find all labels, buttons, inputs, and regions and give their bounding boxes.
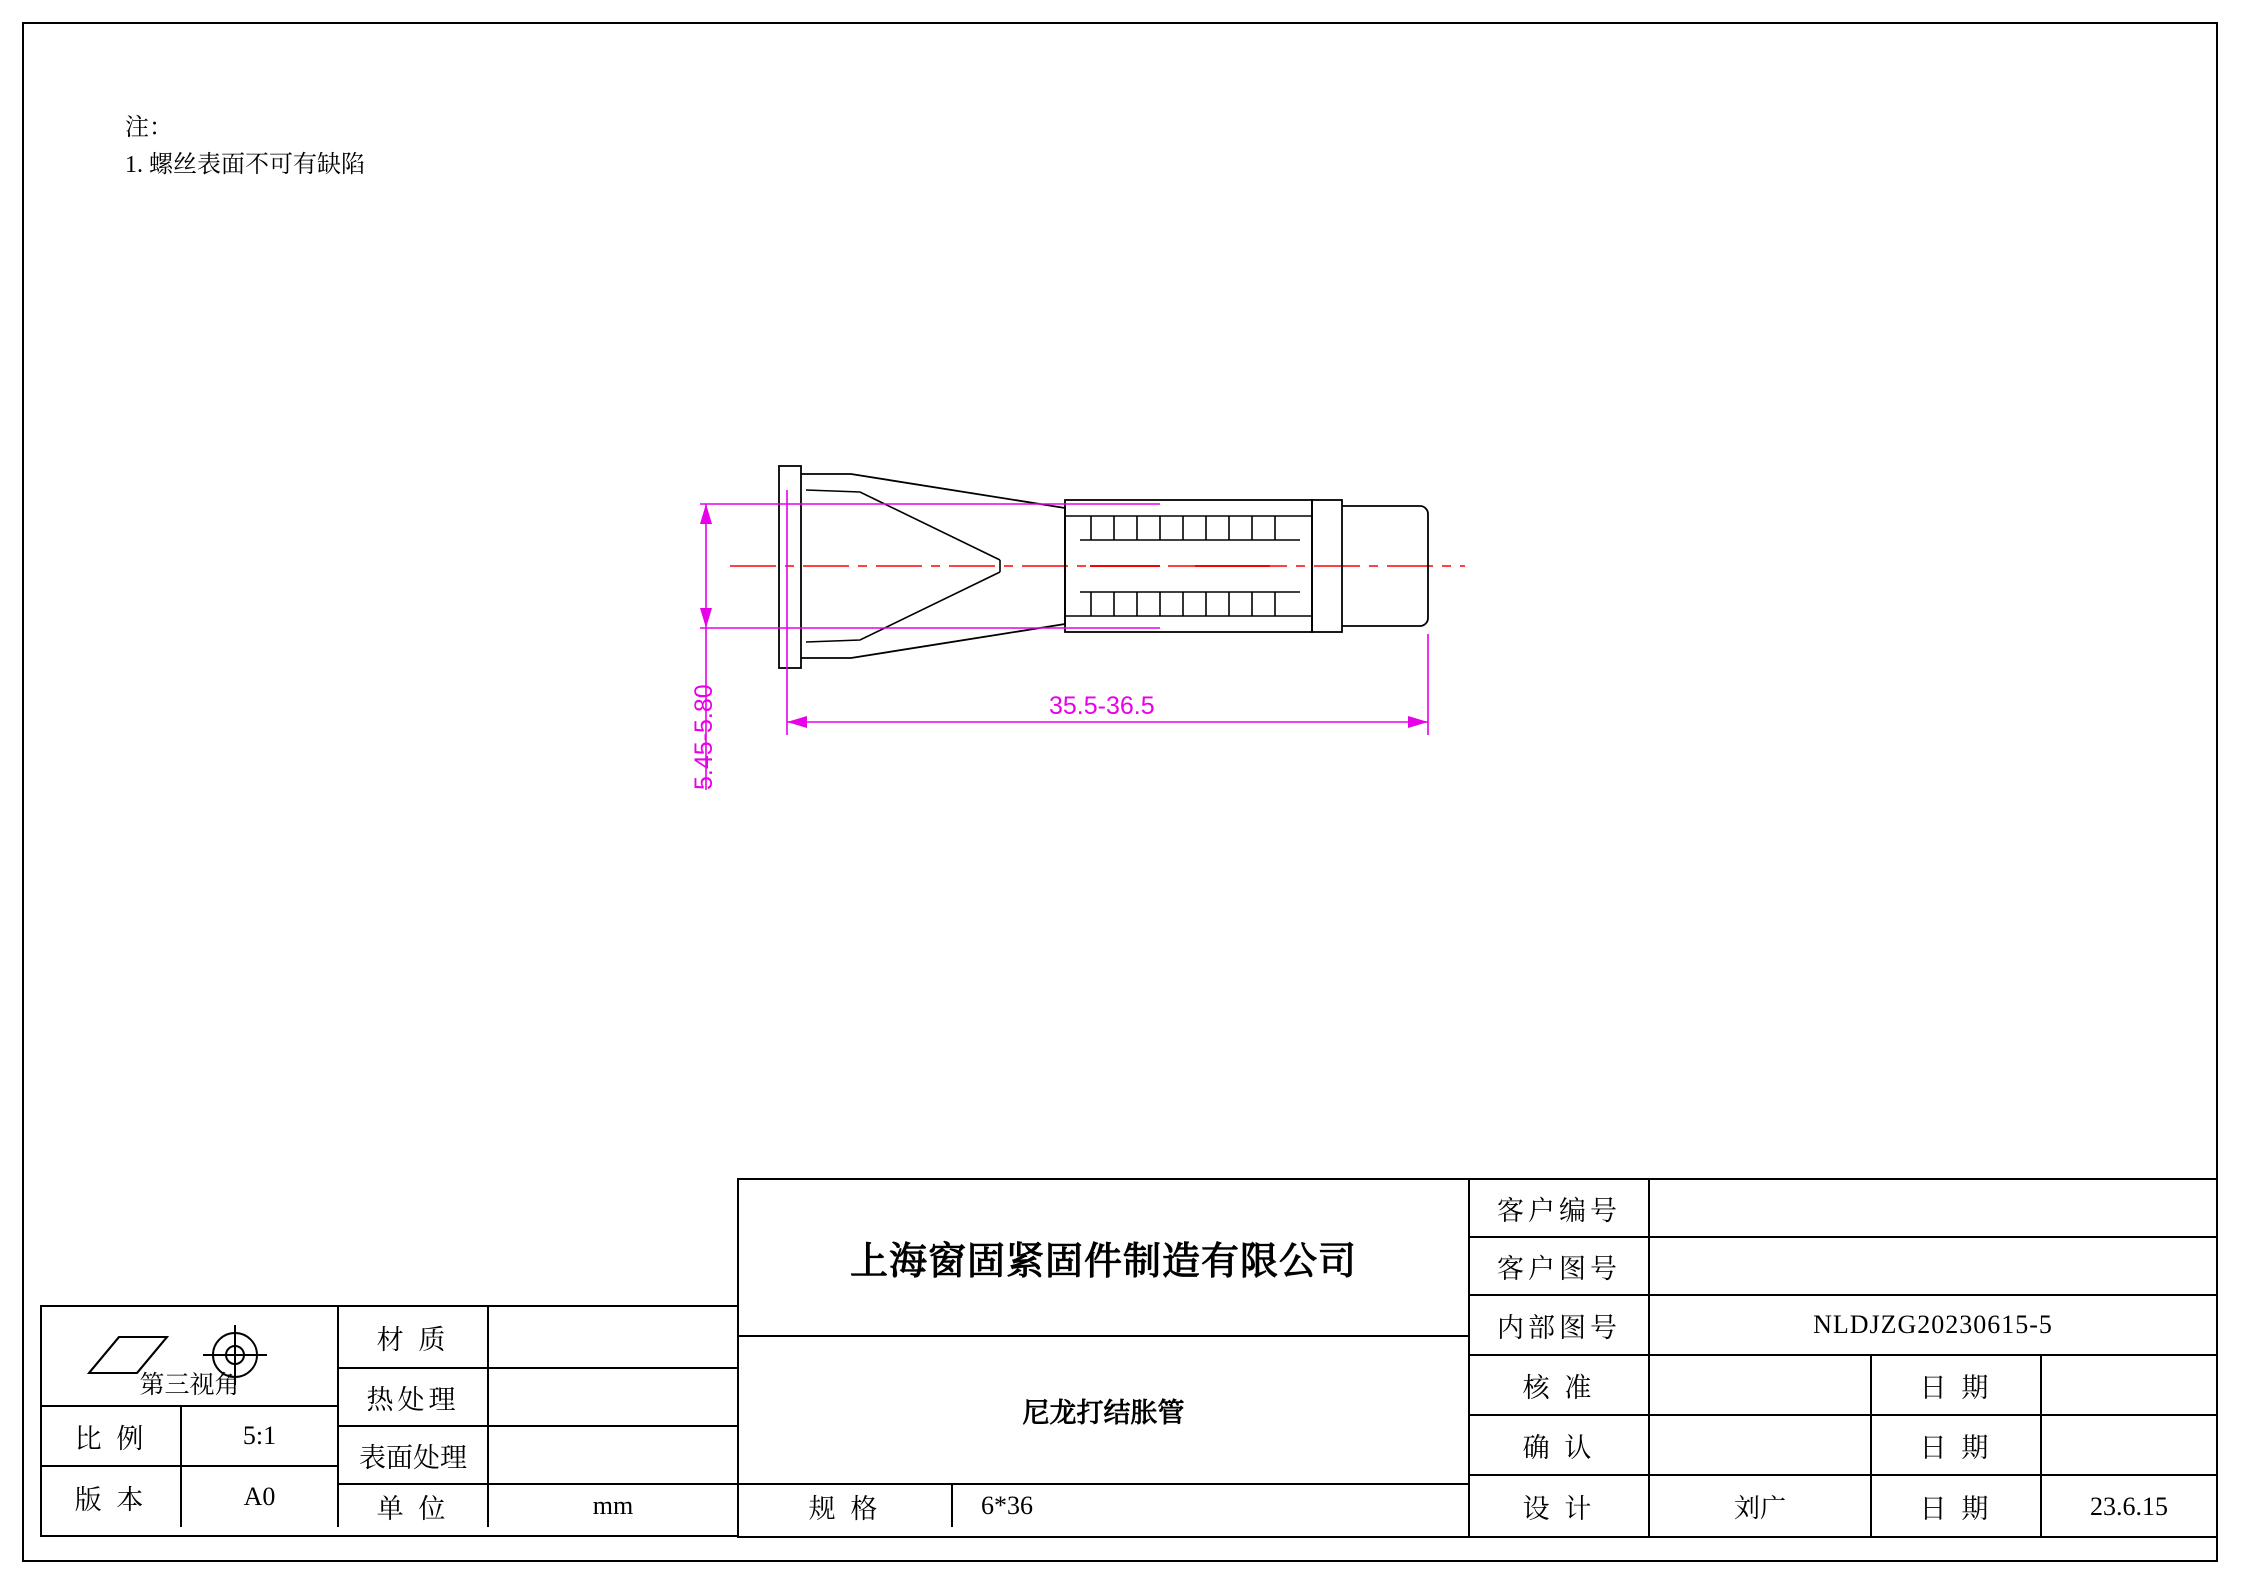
unit-value-cell — [487, 1483, 737, 1527]
approve-date-value-cell — [2040, 1356, 2216, 1416]
customer-no-label-cell — [1468, 1180, 1648, 1238]
unit-label: 单 位 — [376, 1493, 450, 1524]
notes-line-1: 1. 螺丝表面不可有缺陷 — [125, 152, 365, 179]
material-label: 材 质 — [376, 1324, 450, 1355]
design-date-label: 日 期 — [1919, 1494, 1993, 1524]
approve-label-cell — [1468, 1356, 1648, 1416]
material-value-cell — [487, 1307, 737, 1367]
internal-dwg-value-cell — [1648, 1296, 2216, 1356]
spec-label-cell — [739, 1483, 953, 1527]
customer-no-value-cell — [1648, 1180, 2216, 1238]
notes-title: 注： — [125, 115, 173, 141]
unit-label-cell — [337, 1483, 487, 1527]
design-label-cell — [1468, 1476, 1648, 1537]
approve-date-label: 日 期 — [1919, 1372, 1993, 1403]
part-name: 尼龙打结胀管 — [1022, 1397, 1185, 1428]
part-name-cell — [739, 1335, 1468, 1483]
surface-value-cell — [487, 1425, 737, 1483]
spec-value-cell — [953, 1483, 1468, 1527]
approve-label: 核 准 — [1522, 1372, 1596, 1403]
scale-label-cell — [42, 1405, 180, 1465]
design-date-value-cell — [2040, 1476, 2216, 1537]
customer-dwg-value-cell — [1648, 1238, 2216, 1296]
version-value: A0 — [243, 1482, 276, 1511]
scale-value-cell — [180, 1405, 337, 1465]
notes-block — [125, 110, 365, 184]
confirm-value-cell — [1648, 1416, 1870, 1476]
dimension-height-label: 5.45-5.80 — [690, 684, 718, 790]
heat-label-cell — [337, 1367, 487, 1425]
confirm-date-label-cell — [1870, 1416, 2040, 1476]
confirm-label: 确 认 — [1522, 1432, 1596, 1463]
scale-label: 比 例 — [74, 1423, 148, 1454]
design-label: 设 计 — [1522, 1494, 1596, 1524]
internal-dwg-label-cell — [1468, 1296, 1648, 1356]
confirm-date-value-cell — [2040, 1416, 2216, 1476]
approve-value-cell — [1648, 1356, 1870, 1416]
spec-label: 规 格 — [808, 1493, 882, 1524]
customer-dwg-label-cell — [1468, 1238, 1648, 1296]
design-value-cell — [1648, 1476, 1870, 1537]
approve-date-label-cell — [1870, 1356, 2040, 1416]
customer-no-label: 客户编号 — [1497, 1195, 1621, 1226]
surface-treatment-label: 表面处理 — [359, 1442, 467, 1473]
projection-label-text: 第三视角 — [139, 1372, 240, 1399]
customer-dwg-label: 客户图号 — [1497, 1253, 1621, 1284]
spec-value: 6*36 — [981, 1491, 1033, 1520]
company-name: 上海窗固紧固件制造有限公司 — [849, 1241, 1357, 1283]
surface-label-cell — [337, 1425, 487, 1483]
dimension-length-label: 35.5-36.5 — [1049, 692, 1155, 720]
unit-value: mm — [592, 1491, 634, 1520]
internal-dwg-value: NLDJZG20230615-5 — [1813, 1310, 2053, 1339]
projection-label — [42, 1347, 337, 1405]
heat-treatment-label: 热处理 — [366, 1384, 460, 1415]
version-label-cell — [42, 1465, 180, 1527]
confirm-label-cell — [1468, 1416, 1648, 1476]
design-date-value: 23.6.15 — [2090, 1491, 2168, 1521]
design-value: 刘广 — [1733, 1494, 1786, 1523]
version-label: 版 本 — [74, 1484, 148, 1515]
company-cell — [739, 1180, 1468, 1335]
internal-dwg-label: 内部图号 — [1497, 1312, 1621, 1343]
material-label-cell — [337, 1307, 487, 1367]
confirm-date-label: 日 期 — [1919, 1432, 1993, 1463]
scale-value: 5:1 — [242, 1421, 277, 1450]
version-value-cell — [180, 1465, 337, 1527]
heat-value-cell — [487, 1367, 737, 1425]
design-date-label-cell — [1870, 1476, 2040, 1537]
